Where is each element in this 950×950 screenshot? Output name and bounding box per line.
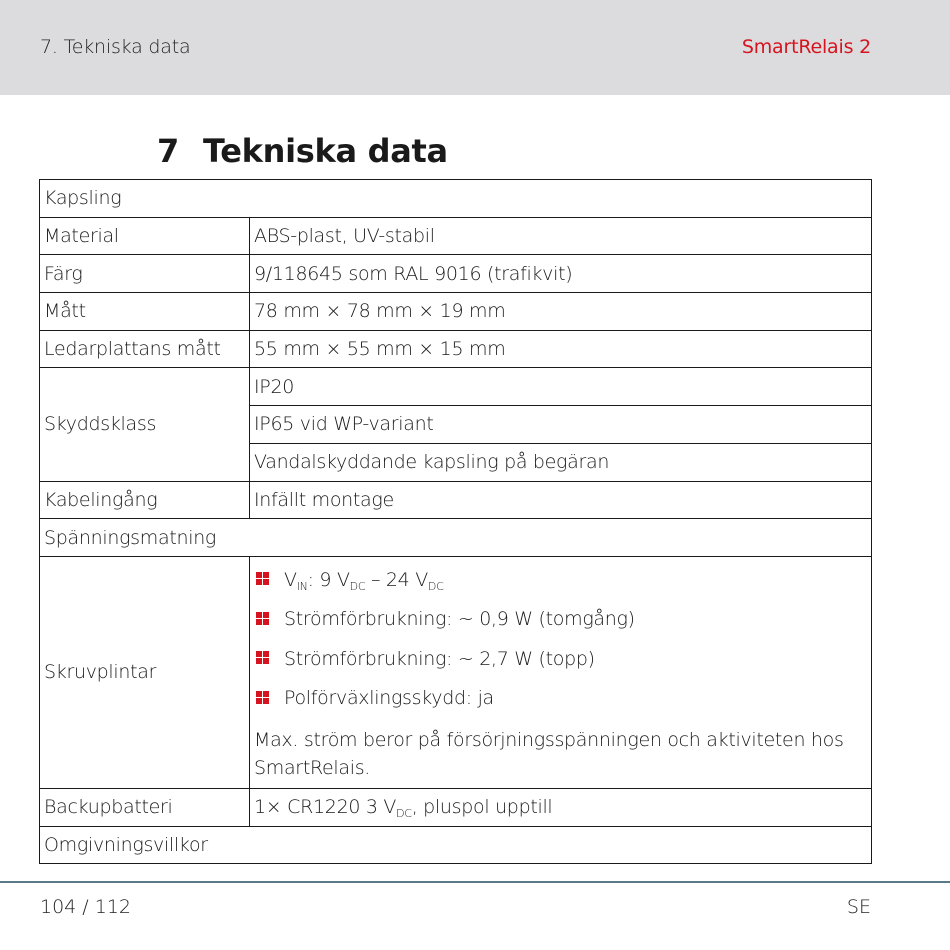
- row-value: 78 mm × 78 mm × 19 mm: [250, 293, 872, 331]
- row-label: Mått: [40, 293, 250, 331]
- table-row: [40, 519, 872, 557]
- list-item: [254, 678, 867, 718]
- bullet-list: [254, 557, 867, 788]
- bullet-square-icon: [256, 691, 269, 704]
- row-label: Backupbatteri: [40, 788, 250, 826]
- page-number: 104 / 112: [40, 896, 132, 918]
- table-row: [40, 293, 872, 331]
- row-value: IP20: [250, 368, 872, 406]
- footer-divider: [0, 881, 950, 883]
- table-row: [40, 788, 872, 826]
- row-value: 9/118645 som RAL 9016 (trafikvit): [250, 255, 872, 293]
- bullet-square-icon: [256, 651, 269, 664]
- bullet-square-icon: [256, 572, 269, 585]
- row-label: Ledarplattans mått: [40, 330, 250, 368]
- chapter-number: 7: [157, 132, 179, 170]
- list-item: [254, 560, 867, 600]
- table-row: [40, 556, 872, 788]
- bullet-text: Strömförbrukning: ~ 0,9 W (tomgång): [284, 608, 635, 631]
- table-row: [40, 481, 872, 519]
- language-code: SE: [846, 896, 871, 918]
- skruv-note: Max. ström beror på försörjningsspänningen och aktiviteten hos SmartRelais.: [254, 728, 844, 779]
- list-item: [254, 599, 867, 639]
- row-label: Kabelingång: [40, 481, 250, 519]
- row-label: Skyddsklass: [40, 368, 250, 481]
- row-value: Infällt montage: [250, 481, 872, 519]
- row-value: 1× CR1220 3 $V_{DC}$, pluspol upptill: [250, 788, 872, 826]
- section-spanningsmatning: Spänningsmatning: [40, 519, 872, 557]
- table-row: [40, 180, 872, 218]
- bullet-square-icon: [256, 612, 269, 625]
- page-title: [157, 132, 448, 170]
- bullet-text: Polförväxlingsskydd: ja: [284, 687, 494, 710]
- row-value: Vandalskyddande kapsling på begäran: [250, 443, 872, 481]
- row-label: Färg: [40, 255, 250, 293]
- table-row: [40, 368, 872, 406]
- table-row: [40, 826, 872, 864]
- row-value: [250, 556, 872, 788]
- row-value: ABS-plast, UV-stabil: [250, 217, 872, 255]
- row-label: Material: [40, 217, 250, 255]
- section-omgivningsvillkor: Omgivningsvillkor: [40, 826, 872, 864]
- list-item: [254, 639, 867, 679]
- row-value: IP65 vid WP-variant: [250, 406, 872, 444]
- section-kapsling: Kapsling: [40, 180, 872, 218]
- header-product-name: SmartRelais 2: [741, 36, 871, 58]
- chapter-title: Tekniska data: [202, 132, 448, 170]
- voltage-text: $V_{IN}$: 9 $V_{DC} - 24$ $V_{DC}$: [284, 568, 444, 593]
- bullet-text: Strömförbrukning: ~ 2,7 W (topp): [284, 647, 595, 670]
- header-section-title: 7. Tekniska data: [40, 36, 191, 58]
- spec-table: [39, 179, 872, 864]
- table-row: [40, 255, 872, 293]
- page-header: [0, 0, 950, 95]
- row-label: Skruvplintar: [40, 556, 250, 788]
- table-row: [40, 217, 872, 255]
- table-row: [40, 330, 872, 368]
- row-value: 55 mm × 55 mm × 15 mm: [250, 330, 872, 368]
